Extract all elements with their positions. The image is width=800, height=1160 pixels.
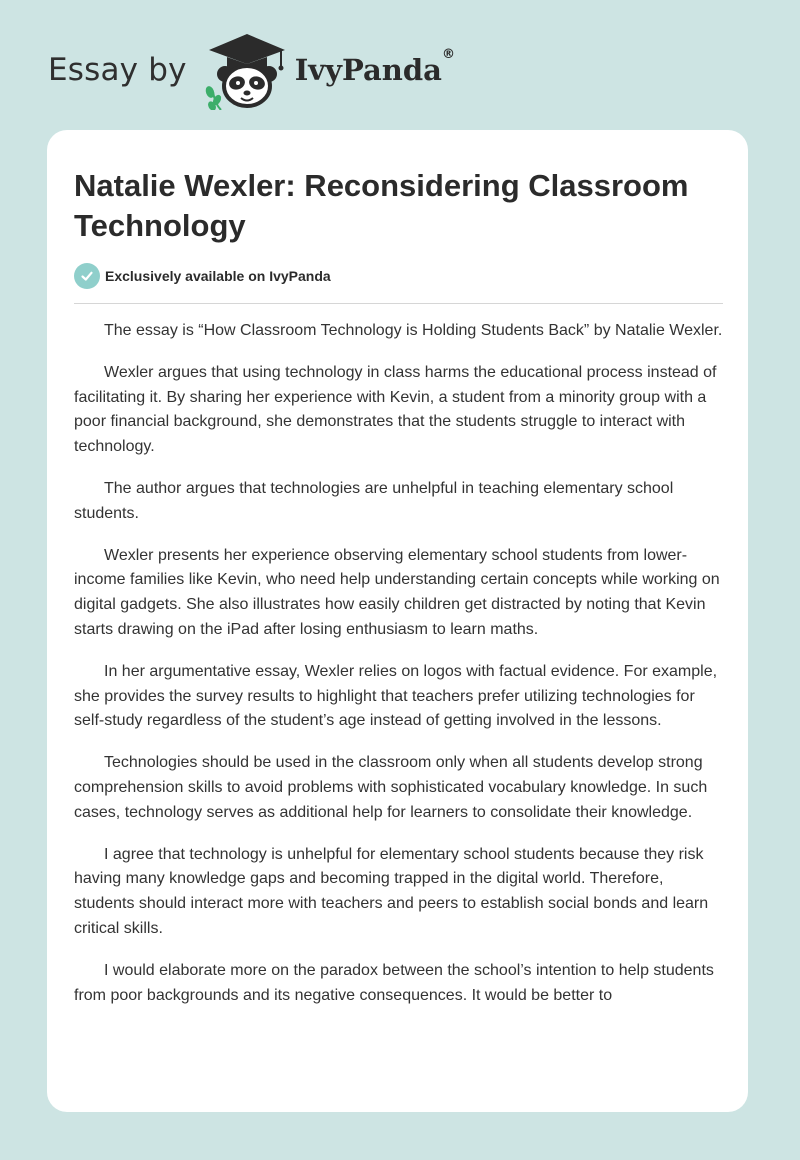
page-title: Natalie Wexler: Reconsidering Classroom Technology (74, 168, 689, 243)
essay-paragraph: I would elaborate more on the paradox between the school’s intention to help students from poor backgrounds and its negative consequences. It would be better to (74, 961, 714, 1004)
essay-paragraph: The author argues that technologies are unhelpful in teaching elementary school students. (74, 479, 674, 522)
panda-logo-icon (201, 30, 293, 110)
essay-paragraph: I agree that technology is unhelpful for elementary school students because they risk having many knowledge gaps and becoming trapped in the digital world. Therefore, students should interact more with teachers and peers to establish social bonds and learn critical skills. (74, 845, 709, 937)
essay-paragraph: In her argumentative essay, Wexler relies on logos with factual evidence. For example, she provides the survey results to highlight that teachers prefer utilizing technologies for self-study regardless of the student’s age instead of getting involved in the lessons. (74, 662, 718, 730)
brand-name: IvyPanda® (294, 47, 455, 87)
exclusive-badge (74, 263, 331, 289)
essay-paragraph: Wexler argues that using technology in class harms the educational process instead of facilitating it. By sharing her experience with Kevin, a student from a minority group with a poor financial background, she demonstrates that the students struggle to interact with technology. (74, 363, 717, 456)
divider (74, 303, 723, 304)
essay-by-label: Essay by (48, 52, 187, 88)
essay-card (47, 130, 748, 1112)
check-icon (74, 263, 100, 289)
essay-body (74, 319, 727, 1025)
essay-paragraph: The essay is “How Classroom Technology is Holding Students Back” by Natalie Wexler. (104, 322, 723, 339)
essay-paragraph: Technologies should be used in the classroom only when all students develop strong comprehension skills to avoid problems with sophisticated vocabulary knowledge. In such cases, technology serves as additional help for learners to consolidate their knowledge. (74, 754, 708, 821)
essay-paragraph: Wexler presents her experience observing elementary school students from lower-income families like Kevin, who need help understanding certain concepts while working on digital gadgets. She also illustrates how easily children get distracted by noting that Kevin starts drawing on the iPad after losing enthusiasm to learn maths. (74, 546, 720, 638)
exclusive-label: Exclusively available on IvyPanda (105, 268, 331, 284)
site-brand[interactable] (48, 30, 455, 110)
